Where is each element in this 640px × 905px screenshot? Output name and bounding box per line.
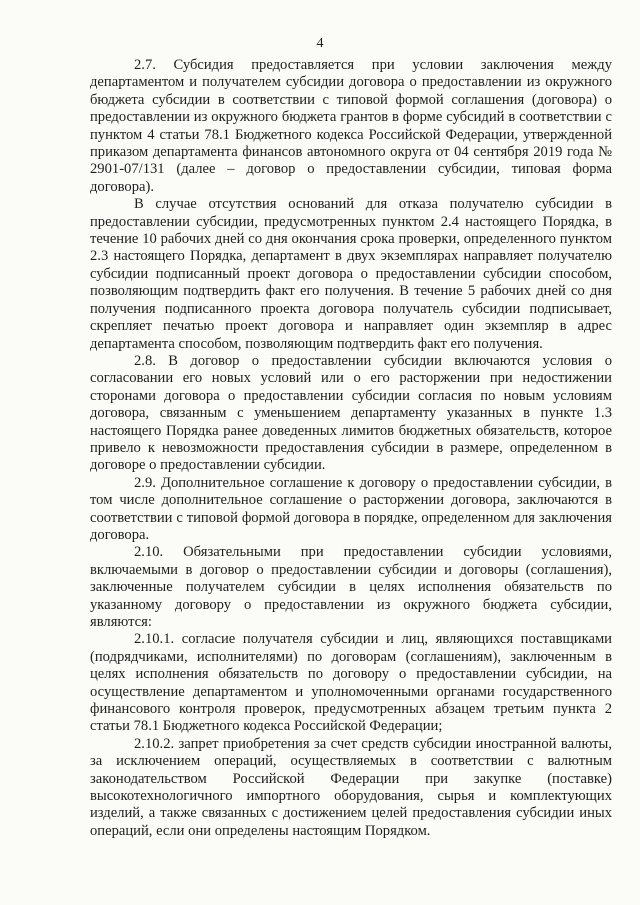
paragraph-2-7: 2.7. Субсидия предоставляется при условии заключения между департаментом и получателем субсидии договора о предоставлении из окружного бюджета субсидии в соответствии с типовой формой соглашения (договора) о предоставлении из окружного бюджета грантов в форме субсидий в соответствии с пунктом 4 статьи 78.1 Бюджетного кодекса Российской Федерации, утвержденной приказом департамента финансов автономного округа от 04 сентября 2019 года № 2901-07/131 (далее – договор о предоставлении субсидии, типовая форма договора).	[90, 57, 612, 195]
paragraph-2-7-continued: В случае отсутствия оснований для отказа получателю субсидии в предоставлении субсидии, предусмотренных пунктом 2.4 настоящего Порядка, в течение 10 рабочих дней со дня окончания срока проверки, определенного пунктом 2.3 настоящего Порядка, департамент в двух экземплярах направляет получателю субсидии подписанный проект договора о предоставлении субсидии способом, позволяющим подтвердить факт его получения. В течение 5 рабочих дней со дня получения подписанного проекта договора получатель субсидии подписывает, скрепляет печатью проект договора и направляет один экземпляр в адрес департамента способом, позволяющим подтвердить факт его получения.	[90, 196, 612, 352]
paragraph-2-10-1: 2.10.1. согласие получателя субсидии и лиц, являющихся поставщиками (подрядчиками, исполнителями) по договорам (соглашениям), заключенным в целях исполнения обязательств по договору о предоставлении субсидии, на осуществление департаментом и уполномоченными органами государственного финансового контроля проверок, предусмотренных абзацем третьим пункта 2 статьи 78.1 Бюджетного кодекса Российской Федерации;	[90, 631, 612, 735]
paragraph-2-10: 2.10. Обязательными при предоставлении субсидии условиями, включаемыми в договор о предоставлении субсидии и договоры (соглашения), заключенные получателем субсидии в целях исполнения обязательств по указанному договору о предоставлении из окружного бюджета субсидии, являются:	[90, 544, 612, 630]
paragraph-2-10-2: 2.10.2. запрет приобретения за счет средств субсидии иностранной валюты, за исключением операций, осуществляемых в соответствии с валютным законодательством Российской Федерации при закупке (поставке) высокотехнологичного импортного оборудования, сырья и комплектующих изделий, а также связанных с достижением целей предоставления субсидии иных операций, если они определены настоящим Порядком.	[90, 735, 612, 839]
paragraph-2-8: 2.8. В договор о предоставлении субсидии включаются условия о согласовании его новых условий или о его расторжении при недостижении сторонами договора о предоставлении субсидии согласия по новым условиям договора, связанным с уменьшением департаменту указанных в пункте 1.3 настоящего Порядка ранее доведенных лимитов бюджетных обязательств, которое привело к невозможности предоставления субсидии в размере, определенном в договоре о предоставлении субсидии.	[90, 352, 612, 474]
paragraph-2-9: 2.9. Дополнительное соглашение к договору о предоставлении субсидии, в том числе дополнительное соглашение о расторжении договора, заключаются в соответствии с типовой формой договора в порядке, определенном для заключения договора.	[90, 474, 612, 543]
document-body	[90, 57, 612, 840]
page-number: 4	[316, 36, 324, 51]
